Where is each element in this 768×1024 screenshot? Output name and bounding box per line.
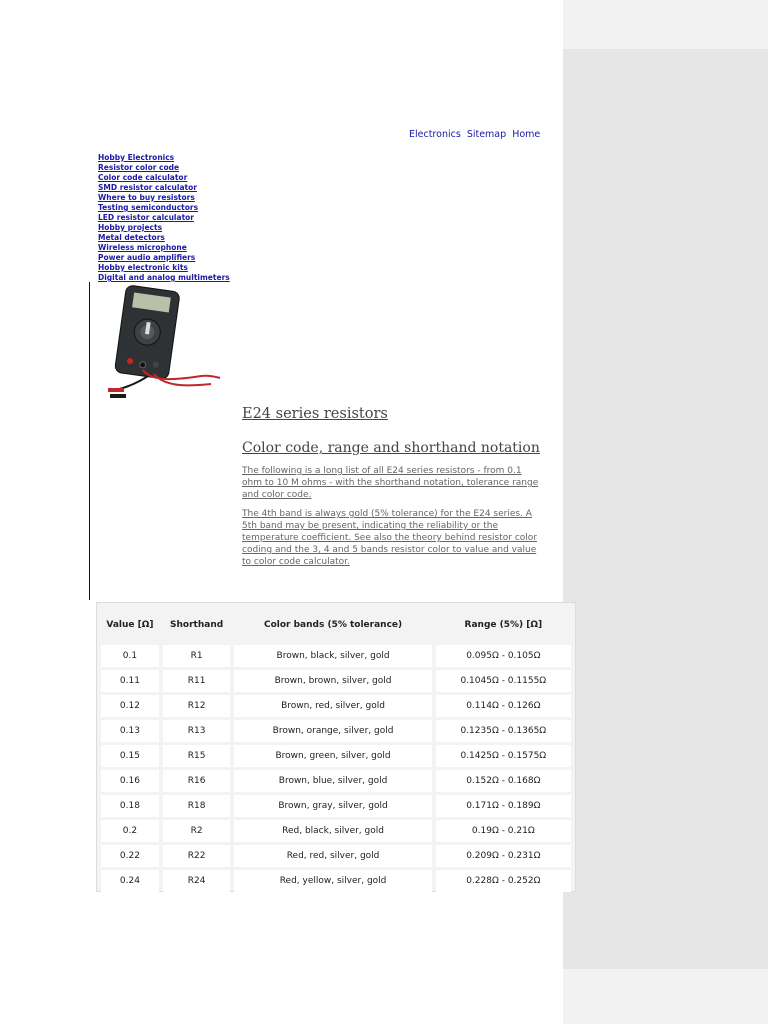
sidebar-item xyxy=(98,270,230,280)
sidebar-link-power-audio-amplifiers[interactable]: Power audio amplifiers xyxy=(98,253,196,262)
cell-color-bands: Brown, red, silver, gold xyxy=(234,695,431,717)
cell-range: 0.171Ω - 0.189Ω xyxy=(436,795,571,817)
cell-color-bands: Brown, gray, silver, gold xyxy=(234,795,431,817)
cell-range: 0.1425Ω - 0.1575Ω xyxy=(436,745,571,767)
top-navigation xyxy=(409,129,543,140)
article-paragraph: The 4th band is always gold (5% tolerance) for the E24 series. A 5th band may be present, indicating the reliability or the temperature coefficient. See also the theory behind resistor color coding and the 3, 4 and 5 bands resistor color to value and value to color code calculator. xyxy=(242,509,537,567)
sidebar-item xyxy=(98,210,230,220)
column-header-shorthand: Shorthand xyxy=(163,608,231,642)
cell-shorthand: R18 xyxy=(163,795,231,817)
sidebar-item xyxy=(98,160,230,170)
cell-color-bands: Brown, black, silver, gold xyxy=(234,645,431,667)
table-row xyxy=(101,770,571,792)
sidebar-link-wireless-microphone[interactable]: Wireless microphone xyxy=(98,243,187,252)
sidebar-item xyxy=(98,200,230,210)
cell-shorthand: R11 xyxy=(163,670,231,692)
resistor-table-container xyxy=(96,602,576,892)
article-title: E24 series resistors xyxy=(242,406,388,422)
cell-color-bands: Brown, green, silver, gold xyxy=(234,745,431,767)
nav-link-home[interactable]: Home xyxy=(512,129,541,140)
table-row xyxy=(101,720,571,742)
sidebar-item xyxy=(98,190,230,200)
column-header-value: Value [Ω] xyxy=(101,608,159,642)
cell-value: 0.15 xyxy=(101,745,159,767)
nav-link-sitemap[interactable]: Sitemap xyxy=(466,129,507,140)
cell-value: 0.2 xyxy=(101,820,159,842)
cell-shorthand: R1 xyxy=(163,645,231,667)
cell-color-bands: Brown, blue, silver, gold xyxy=(234,770,431,792)
sidebar-link-hobby-electronic-kits[interactable]: Hobby electronic kits xyxy=(98,263,188,272)
table-row xyxy=(101,870,571,892)
table-row xyxy=(101,845,571,867)
table-row xyxy=(101,670,571,692)
sidebar-item xyxy=(98,150,230,160)
sidebar-link-list xyxy=(98,150,230,280)
article-subtitle: Color code, range and shorthand notation xyxy=(242,440,540,456)
cell-range: 0.1235Ω - 0.1365Ω xyxy=(436,720,571,742)
table-row xyxy=(101,645,571,667)
sidebar-link-resistor-color-code[interactable]: Resistor color code xyxy=(98,163,180,172)
column-header-color-bands: Color bands (5% tolerance) xyxy=(234,608,431,642)
sidebar-link-metal-detectors[interactable]: Metal detectors xyxy=(98,233,165,242)
column-header-range: Range (5%) [Ω] xyxy=(436,608,571,642)
cell-value: 0.13 xyxy=(101,720,159,742)
sidebar-link-color-code-calculator[interactable]: Color code calculator xyxy=(98,173,188,182)
sidebar-link-led-resistor-calculator[interactable]: LED resistor calculator xyxy=(98,213,195,222)
sidebar-link-digital-analog-multimeters[interactable]: Digital and analog multimeters xyxy=(98,273,230,282)
cell-range: 0.152Ω - 0.168Ω xyxy=(436,770,571,792)
cell-value: 0.24 xyxy=(101,870,159,892)
comment-panel-band xyxy=(563,49,768,969)
sidebar-item xyxy=(98,250,230,260)
sidebar-link-where-to-buy-resistors[interactable]: Where to buy resistors xyxy=(98,193,195,202)
sidebar-item xyxy=(98,260,230,270)
cell-shorthand: R15 xyxy=(163,745,231,767)
sidebar-item xyxy=(98,170,230,180)
cell-range: 0.19Ω - 0.21Ω xyxy=(436,820,571,842)
cell-shorthand: R16 xyxy=(163,770,231,792)
sidebar-link-hobby-projects[interactable]: Hobby projects xyxy=(98,223,163,232)
cell-range: 0.1045Ω - 0.1155Ω xyxy=(436,670,571,692)
resistor-table xyxy=(97,605,575,895)
cell-range: 0.114Ω - 0.126Ω xyxy=(436,695,571,717)
table-row xyxy=(101,695,571,717)
cell-value: 0.18 xyxy=(101,795,159,817)
article-body xyxy=(242,404,542,568)
table-header-row xyxy=(101,608,571,642)
cell-color-bands: Red, red, silver, gold xyxy=(234,845,431,867)
sidebar-link-smd-resistor-calculator[interactable]: SMD resistor calculator xyxy=(98,183,197,192)
table-row xyxy=(101,820,571,842)
multimeter-image xyxy=(106,284,226,402)
nav-link-electronics[interactable]: Electronics xyxy=(409,129,461,140)
cell-range: 0.228Ω - 0.252Ω xyxy=(436,870,571,892)
cell-color-bands: Red, black, silver, gold xyxy=(234,820,431,842)
table-row xyxy=(101,795,571,817)
article-paragraph: The following is a long list of all E24 series resistors - from 0.1 ohm to 10 M ohms - with the shorthand notation, tolerance range and color code. xyxy=(242,466,539,500)
sidebar-link-hobby-electronics[interactable]: Hobby Electronics xyxy=(98,153,175,162)
sidebar-item xyxy=(98,180,230,190)
cell-shorthand: R2 xyxy=(163,820,231,842)
comment-side-panel xyxy=(563,0,768,1024)
cell-shorthand: R13 xyxy=(163,720,231,742)
cell-value: 0.22 xyxy=(101,845,159,867)
cell-range: 0.209Ω - 0.231Ω xyxy=(436,845,571,867)
cell-color-bands: Brown, brown, silver, gold xyxy=(234,670,431,692)
cell-color-bands: Red, yellow, silver, gold xyxy=(234,870,431,892)
sidebar-item xyxy=(98,240,230,250)
cell-shorthand: R22 xyxy=(163,845,231,867)
cell-value: 0.1 xyxy=(101,645,159,667)
cell-value: 0.16 xyxy=(101,770,159,792)
sidebar-link-testing-semiconductors[interactable]: Testing semiconductors xyxy=(98,203,199,212)
cell-shorthand: R24 xyxy=(163,870,231,892)
cell-value: 0.11 xyxy=(101,670,159,692)
cell-color-bands: Brown, orange, silver, gold xyxy=(234,720,431,742)
cell-shorthand: R12 xyxy=(163,695,231,717)
vertical-divider xyxy=(89,282,90,600)
cell-value: 0.12 xyxy=(101,695,159,717)
sidebar-item xyxy=(98,230,230,240)
cell-range: 0.095Ω - 0.105Ω xyxy=(436,645,571,667)
table-row xyxy=(101,745,571,767)
